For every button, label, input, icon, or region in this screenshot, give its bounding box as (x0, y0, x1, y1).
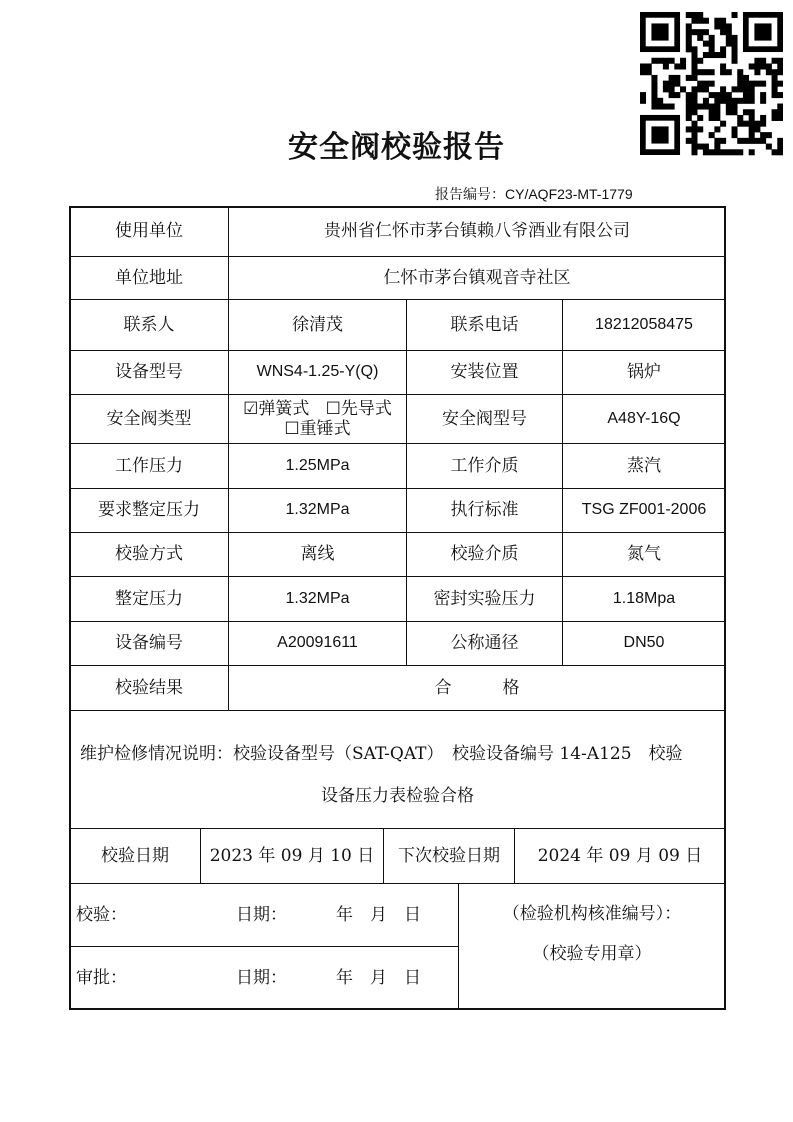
qr-module (640, 98, 646, 104)
qr-module (709, 109, 715, 115)
qr-module (697, 81, 703, 87)
qr-module (720, 98, 726, 104)
qr-module (732, 86, 738, 92)
test-date-label: 校验日期 (69, 828, 201, 884)
qr-module (640, 63, 646, 69)
qr-module (663, 86, 669, 92)
result-value: 合 格 (228, 665, 726, 711)
qr-module (703, 18, 709, 24)
qr-module (703, 86, 709, 92)
qr-module (720, 29, 726, 35)
work-medium-label: 工作介质 (406, 443, 563, 489)
qr-module (749, 81, 755, 87)
qr-module (691, 29, 697, 35)
qr-module (691, 109, 697, 115)
qr-module (777, 58, 783, 64)
qr-module (737, 75, 743, 81)
qr-module (726, 23, 732, 29)
approve-label: 审批： (76, 967, 127, 988)
option-pilot[interactable]: ☐先导式 (325, 398, 392, 419)
qr-module (726, 29, 732, 35)
qr-module (669, 86, 675, 92)
qr-module (697, 58, 703, 64)
equip-no-value: A20091611 (228, 621, 407, 666)
check-date-ymd: 年 月 日 (336, 904, 421, 925)
qr-module (732, 58, 738, 64)
note-line-1: 维护检修情况说明：校验设备型号（SAT-QAT） 校验设备编号 14-A125 校验 (80, 743, 683, 764)
qr-module (703, 41, 709, 47)
qr-module (686, 29, 692, 35)
qr-module (697, 86, 703, 92)
qr-module (651, 81, 657, 87)
qr-module (680, 63, 686, 69)
qr-module (669, 104, 675, 110)
qr-module (640, 69, 646, 75)
qr-module (691, 63, 697, 69)
qr-module (777, 109, 783, 115)
note-line-2: 设备压力表检验合格 (321, 785, 474, 806)
qr-module (749, 92, 755, 98)
qr-module (749, 86, 755, 92)
qr-module (691, 98, 697, 104)
qr-module (691, 104, 697, 110)
qr-module (697, 18, 703, 24)
qr-module (686, 46, 692, 52)
qr-module (726, 69, 732, 75)
qr-module (674, 81, 680, 87)
check-label: 校验： (76, 904, 127, 925)
user-unit-label: 使用单位 (69, 206, 229, 257)
qr-module (766, 63, 772, 69)
qr-module (743, 81, 749, 87)
qr-module (663, 81, 669, 87)
qr-module (674, 92, 680, 98)
qr-module (686, 35, 692, 41)
qr-module (703, 52, 709, 58)
set-pressure-label: 整定压力 (69, 576, 229, 622)
qr-module (754, 63, 760, 69)
approve-date-ymd: 年 月 日 (336, 967, 421, 988)
qr-module (732, 46, 738, 52)
qr-module (743, 92, 749, 98)
qr-module (777, 104, 783, 110)
qr-module (669, 58, 675, 64)
qr-module (686, 41, 692, 47)
qr-module (691, 92, 697, 98)
qr-module (703, 69, 709, 75)
work-pressure-value: 1.25MPa (228, 443, 407, 489)
qr-module (760, 81, 766, 87)
phone-label: 联系电话 (406, 299, 563, 351)
qr-module (709, 35, 715, 41)
qr-module (732, 52, 738, 58)
qr-module (674, 63, 680, 69)
address-label: 单位地址 (69, 256, 229, 300)
qr-module (691, 86, 697, 92)
qr-module (669, 92, 675, 98)
qr-module (714, 104, 720, 110)
qr-module (749, 63, 755, 69)
qr-module (709, 104, 715, 110)
qr-module (686, 92, 692, 98)
qr-module (697, 29, 703, 35)
qr-module (709, 52, 715, 58)
report-number-label: 报告编号： (435, 186, 505, 202)
qr-module (732, 12, 738, 18)
qr-module (703, 104, 709, 110)
qr-module (686, 12, 692, 18)
qr-module (772, 69, 778, 75)
qr-module (726, 104, 732, 110)
option-weight[interactable]: ☐重锤式 (284, 419, 351, 439)
qr-module (697, 69, 703, 75)
valve-type-options (228, 394, 407, 444)
qr-module (714, 92, 720, 98)
seal-area (458, 883, 726, 1010)
qr-module (732, 35, 738, 41)
qr-module (703, 29, 709, 35)
required-set-pressure-value: 1.32MPa (228, 488, 407, 533)
qr-module (749, 98, 755, 104)
qr-module (772, 81, 778, 87)
valve-type-label: 安全阀类型 (69, 394, 229, 444)
qr-module (732, 98, 738, 104)
test-date-value: 2023 年 09 月 10 日 (200, 828, 384, 884)
qr-module (686, 75, 692, 81)
valve-model-value: A48Y-16Q (562, 394, 726, 444)
qr-module (651, 98, 657, 104)
qr-module (743, 86, 749, 92)
qr-module (743, 109, 749, 115)
qr-module (720, 92, 726, 98)
qr-module (669, 75, 675, 81)
approve-signature-row (69, 946, 459, 1010)
check-signature-row (69, 883, 459, 947)
standard-label: 执行标准 (406, 488, 563, 533)
qr-module (657, 104, 663, 110)
qr-module (709, 81, 715, 87)
qr-module (663, 58, 669, 64)
qr-module (720, 86, 726, 92)
qr-module (720, 23, 726, 29)
qr-module (691, 52, 697, 58)
qr-finder (754, 23, 771, 40)
qr-module (680, 58, 686, 64)
qr-module (720, 46, 726, 52)
valve-model-label: 安全阀型号 (406, 394, 563, 444)
report-number (435, 184, 633, 204)
user-unit-value: 贵州省仁怀市茅台镇赖八爷酒业有限公司 (228, 206, 726, 257)
qr-module (772, 109, 778, 115)
test-medium-label: 校验介质 (406, 532, 563, 577)
nominal-diameter-label: 公称通径 (406, 621, 563, 666)
address-value: 仁怀市茅台镇观音寺社区 (228, 256, 726, 300)
qr-module (754, 69, 760, 75)
qr-module (714, 98, 720, 104)
result-label: 校验结果 (69, 665, 229, 711)
option-spring[interactable]: ☑弹簧式 (243, 398, 310, 419)
qr-module (709, 41, 715, 47)
report-number-value: CY/AQF23-MT-1779 (505, 186, 633, 202)
approve-date-label: 日期： (236, 967, 287, 988)
method-label: 校验方式 (69, 532, 229, 577)
contact-label: 联系人 (69, 299, 229, 351)
qr-module (772, 115, 778, 121)
qr-module (772, 58, 778, 64)
phone-value: 18212058475 (562, 299, 726, 351)
work-medium-value: 蒸汽 (562, 443, 726, 489)
qr-module (772, 86, 778, 92)
nominal-diameter-value: DN50 (562, 621, 726, 666)
set-pressure-value: 1.32MPa (228, 576, 407, 622)
qr-finder (651, 23, 668, 40)
qr-module (777, 69, 783, 75)
qr-module (691, 12, 697, 18)
qr-module (760, 58, 766, 64)
qr-module (743, 98, 749, 104)
qr-module (646, 63, 652, 69)
equip-no-label: 设备编号 (69, 621, 229, 666)
qr-module (726, 41, 732, 47)
qr-module (777, 92, 783, 98)
qr-module (714, 18, 720, 24)
qr-module (760, 92, 766, 98)
contact-value: 徐清茂 (228, 299, 407, 351)
qr-module (772, 92, 778, 98)
page-title: 安全阀校验报告 (288, 130, 505, 165)
equip-model-label: 设备型号 (69, 350, 229, 395)
qr-module (686, 115, 692, 121)
qr-module (697, 104, 703, 110)
standard-value: TSG ZF001-2006 (562, 488, 726, 533)
org-approval-no-label: （检验机构核准编号）： (502, 904, 682, 924)
qr-module (714, 115, 720, 121)
qr-module (726, 35, 732, 41)
maintenance-note (69, 710, 726, 829)
qr-module (663, 63, 669, 69)
qr-module (691, 75, 697, 81)
qr-module (760, 115, 766, 121)
required-set-pressure-label: 要求整定压力 (69, 488, 229, 533)
qr-module (777, 81, 783, 87)
qr-module (777, 63, 783, 69)
qr-module (714, 52, 720, 58)
qr-module (749, 109, 755, 115)
qr-module (726, 98, 732, 104)
qr-module (737, 69, 743, 75)
method-value: 离线 (228, 532, 407, 577)
seal-pressure-value: 1.18Mpa (562, 576, 726, 622)
qr-module (760, 63, 766, 69)
qr-module (709, 115, 715, 121)
check-date-label: 日期： (236, 904, 287, 925)
qr-module (754, 58, 760, 64)
seal-pressure-label: 密封实验压力 (406, 576, 563, 622)
qr-module (726, 109, 732, 115)
qr-module (754, 81, 760, 87)
qr-module (697, 12, 703, 18)
qr-module (720, 63, 726, 69)
qr-module (714, 23, 720, 29)
qr-module (714, 109, 720, 115)
qr-module (651, 104, 657, 110)
qr-module (674, 75, 680, 81)
qr-module (651, 92, 657, 98)
qr-module (772, 75, 778, 81)
qr-module (726, 92, 732, 98)
qr-module (720, 52, 726, 58)
test-medium-value: 氮气 (562, 532, 726, 577)
qr-module (737, 115, 743, 121)
qr-module (732, 41, 738, 47)
qr-module (651, 75, 657, 81)
qr-module (732, 109, 738, 115)
qr-module (691, 46, 697, 52)
qr-module (663, 104, 669, 110)
seal-label: （校验专用章） (532, 944, 652, 964)
next-test-date-value: 2024 年 09 月 09 日 (514, 828, 726, 884)
qr-module (640, 92, 646, 98)
next-test-date-label: 下次校验日期 (383, 828, 515, 884)
qr-module (703, 81, 709, 87)
qr-module (686, 23, 692, 29)
qr-module (657, 58, 663, 64)
qr-module (766, 69, 772, 75)
qr-module (760, 98, 766, 104)
qr-module (646, 69, 652, 75)
install-location-label: 安装位置 (406, 350, 563, 395)
qr-module (749, 115, 755, 121)
qr-module (709, 46, 715, 52)
qr-module (709, 92, 715, 98)
qr-module (737, 98, 743, 104)
qr-module (691, 69, 697, 75)
qr-module (686, 104, 692, 110)
qr-module (697, 35, 703, 41)
qr-module (697, 115, 703, 121)
qr-module (732, 104, 738, 110)
qr-module (777, 115, 783, 121)
qr-module (720, 69, 726, 75)
qr-module (703, 98, 709, 104)
qr-module (709, 69, 715, 75)
qr-module (691, 58, 697, 64)
qr-module (720, 18, 726, 24)
install-location-value: 锅炉 (562, 350, 726, 395)
qr-module (657, 98, 663, 104)
qr-module (686, 109, 692, 115)
qr-module (686, 98, 692, 104)
qr-module (737, 81, 743, 87)
qr-module (669, 81, 675, 87)
work-pressure-label: 工作压力 (69, 443, 229, 489)
qr-module (680, 86, 686, 92)
equip-model-value: WNS4-1.25-Y(Q) (228, 350, 407, 395)
qr-module (743, 75, 749, 81)
qr-module (691, 18, 697, 24)
qr-module (651, 86, 657, 92)
qr-module (651, 58, 657, 64)
qr-module (737, 86, 743, 92)
